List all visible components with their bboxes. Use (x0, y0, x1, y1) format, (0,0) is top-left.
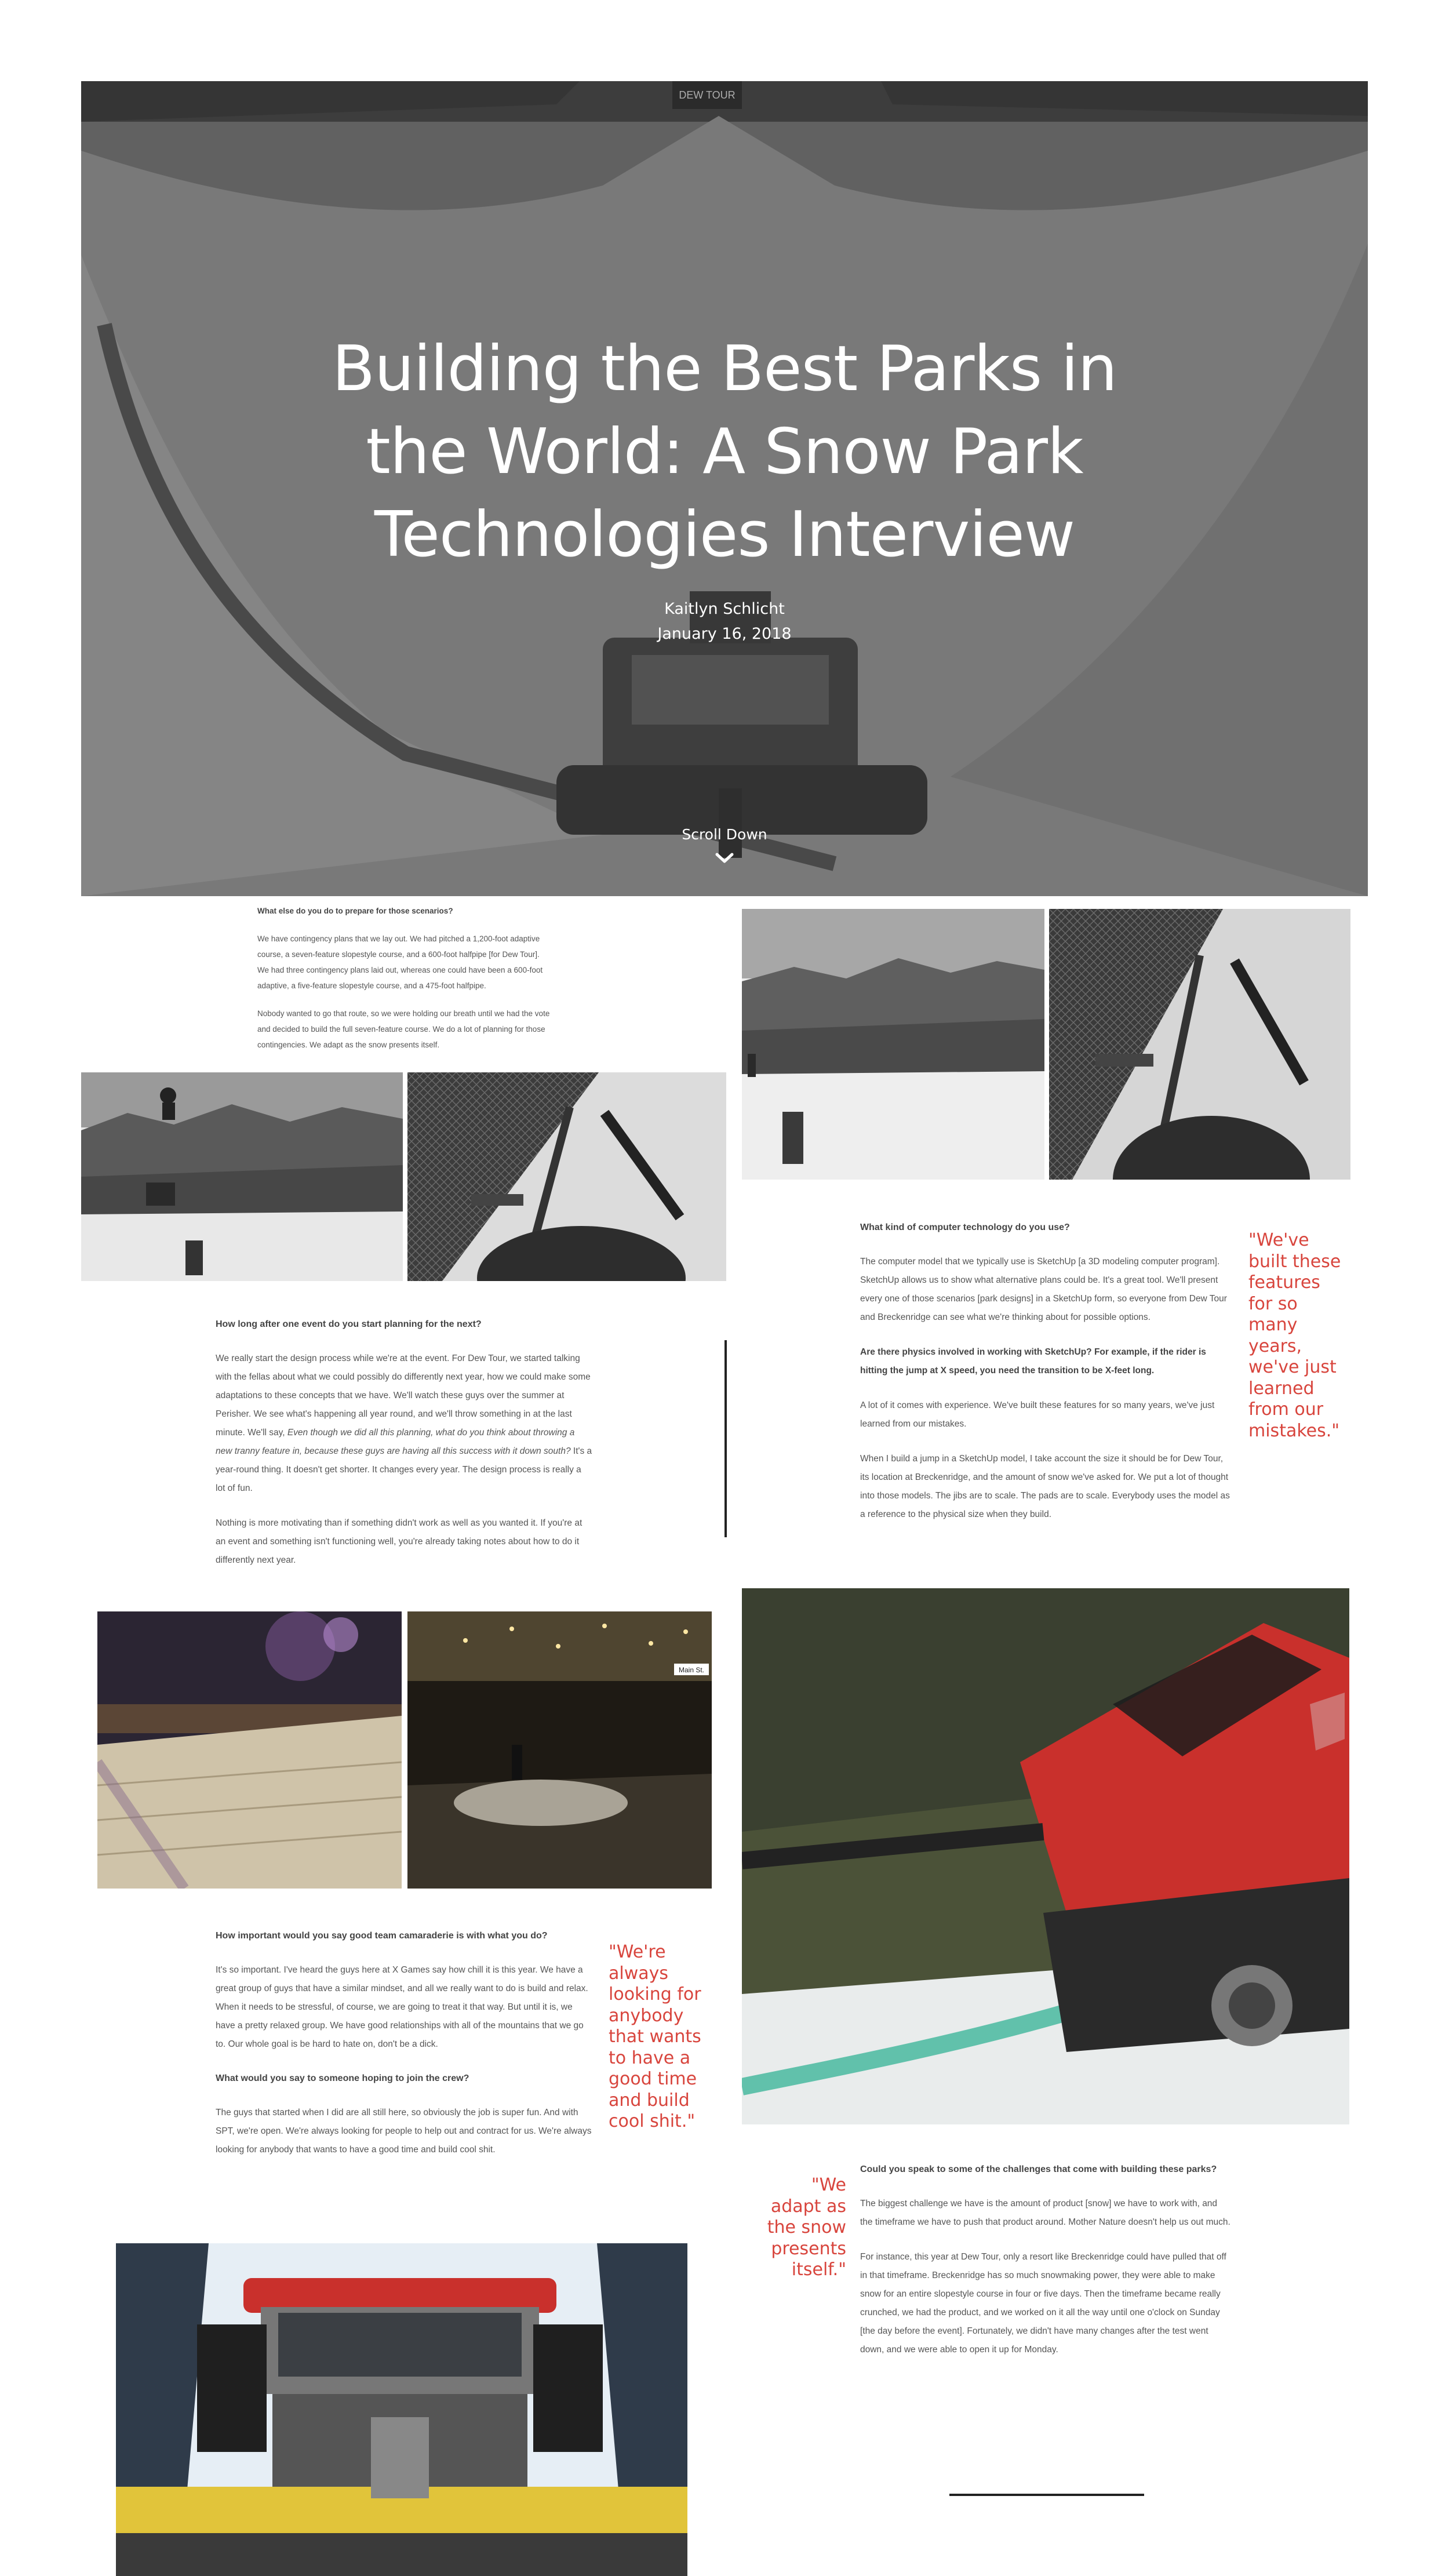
mountain-overlook-photo (742, 909, 1044, 1180)
question-text: How important would you say good team camaraderie is with what you do? (216, 1931, 548, 1941)
pull-quote: "We adapt as the snow presents itself." (767, 2175, 846, 2280)
hero-banner (81, 81, 1368, 896)
interview-block-camaraderie (216, 1927, 592, 2159)
answer-paragraph: The computer model that we typically use is SketchUp [a 3D modeling computer program]. SketchUp allows us to show what alternative plans could be. It's a great tool. We'll present every one of those scenarios [park designs] in a SketchUp form, so everyone from Dew Tour and Breckenridge can see what we're thinking about for possible options. (860, 1257, 1227, 1322)
interview-block-technology (860, 1219, 1231, 1524)
scroll-down-link[interactable]: Scroll Down (682, 826, 767, 843)
answer-paragraph: Nobody wanted to go that route, so we were holding our breath until we had the vote and decided to build the full seven-feature course. We do a lot of planning for those contingencies. We adapt as the snow presents itself. (257, 1009, 550, 1049)
fence-rail-photo (1049, 909, 1350, 1180)
publish-date: January 16, 2018 (657, 625, 792, 643)
answer-paragraph: For instance, this year at Dew Tour, only a resort like Breckenridge could have pulled that off in that timeframe. Breckenridge has so much snowmaking power, they were able to make snow for an entire slopestyle course in four or five days. Then the timeframe became really crunched, we had the product, and we worked on it all the way until one o'clock on Sunday [the day before the event]. Fortunately, we didn't have many changes after the test went down, and we were able to open it up for Monday. (860, 2252, 1226, 2355)
answer-paragraph: We really start the design process while we're at the event. For Dew Tour, we started talking with the fellas about what we could possibly do differently next year, how we could make some adaptations to these concepts that we have. We'll watch these guys over the summer at Perisher. We see what's happening all year round, and we'll throw something in at the last minute. We'll say, Even though we did all this planning, what do you think about throwing a new tranny feature in, because these guys are having all this success with it down south? It's a year-round thing. It doesn't get shorter. It changes every year. The design process is really a lot of fun. (216, 1354, 592, 1493)
chevron-down-icon[interactable] (715, 852, 734, 864)
answer-paragraph: A lot of it comes with experience. We've built these features for so many years, we've just learned from our mistakes. (860, 1400, 1215, 1429)
horizontal-divider (949, 2494, 1144, 2496)
groomer-front-photo (116, 2243, 687, 2576)
red-snowcat-photo (742, 1588, 1349, 2124)
question-text: How long after one event do you start planning for the next? (216, 1319, 482, 1329)
interview-block-planning (216, 1316, 592, 1570)
street-sign-text: Main St. (678, 1666, 705, 1674)
question-text: Could you speak to some of the challenges that come with building these parks? (860, 2164, 1217, 2174)
question-text: What else do you do to prepare for those scenarios? (257, 907, 453, 915)
answer-paragraph: We have contingency plans that we lay out. We had pitched a 1,200-foot adaptive course, a seven-feature slopestyle course, and a 600-foot halfpipe [for Dew Tour]. We had three contingency plans laid out, whereas one could have been a 600-foot adaptive, a five-feature slopestyle course, and a 475-foot halfpipe. (257, 934, 543, 990)
answer-paragraph: When I build a jump in a SketchUp model, I take account the size it should be for Dew Tour, its location at Breckenridge, and the amount of snow we've asked for. We put a lot of thought into those models. The jibs are to scale. The pads are to scale. Everybody uses the model as a reference to the physical size when they build. (860, 1454, 1230, 1519)
interview-block-challenges (860, 2161, 1231, 2359)
night-rail-jam-photo (407, 1611, 712, 1889)
night-event-photo (97, 1611, 402, 1889)
hero-sign-text: DEW TOUR (679, 89, 736, 101)
answer-paragraph: Nothing is more motivating than if something didn't work as well as you wanted it. If you're at an event and something isn't functioning well, you're already taking notes about how to do it differently next year. (216, 1518, 582, 1565)
mountain-overlook-photo (81, 1072, 403, 1281)
answer-paragraph: The guys that started when I did are all still here, so obviously the job is super fun. And with SPT, we're open. We're always looking for people to help out and contract for us. We're always looking for anybody that wants to have a good time and build cool shit. (216, 2108, 592, 2155)
question-text: What would you say to someone hoping to join the crew? (216, 2073, 469, 2083)
fence-rail-photo (407, 1072, 726, 1281)
question-text: What kind of computer technology do you use? (860, 1222, 1070, 1232)
answer-paragraph: It's so important. I've heard the guys here at X Games say how chill it is this year. We have a great group of guys that have a similar mindset, and all we really want to do is build and relax. When it needs to be stressful, of course, we are going to treat it that way. But until it is, we have a pretty relaxed group. We have good relationships with all of the mountains that we go to. Our whole goal is be hard to hate on, don't be a dick. (216, 1965, 588, 2049)
pull-quote: "We're always looking for anybody that wants to have a good time and build cool shit." (609, 1942, 701, 2131)
answer-paragraph: The biggest challenge we have is the amount of product [snow] we have to work with, and the timeframe we have to push that product around. Mother Nature doesn't help us out much. (860, 2199, 1230, 2227)
author-name[interactable]: Kaitlyn Schlicht (664, 600, 785, 618)
page-title: Building the Best Parks in the World: A Snow Park Technologies Interview (332, 333, 1117, 571)
question-text: Are there physics involved in working with SketchUp? For example, if the rider is hitting the jump at X speed, you need the transition to be X-feet long. (860, 1347, 1206, 1376)
vertical-divider (724, 1340, 727, 1537)
pull-quote: "We've built these features for so many years, we've just learned from our mistakes." (1248, 1230, 1341, 1441)
interview-block-contingency (257, 903, 553, 1053)
